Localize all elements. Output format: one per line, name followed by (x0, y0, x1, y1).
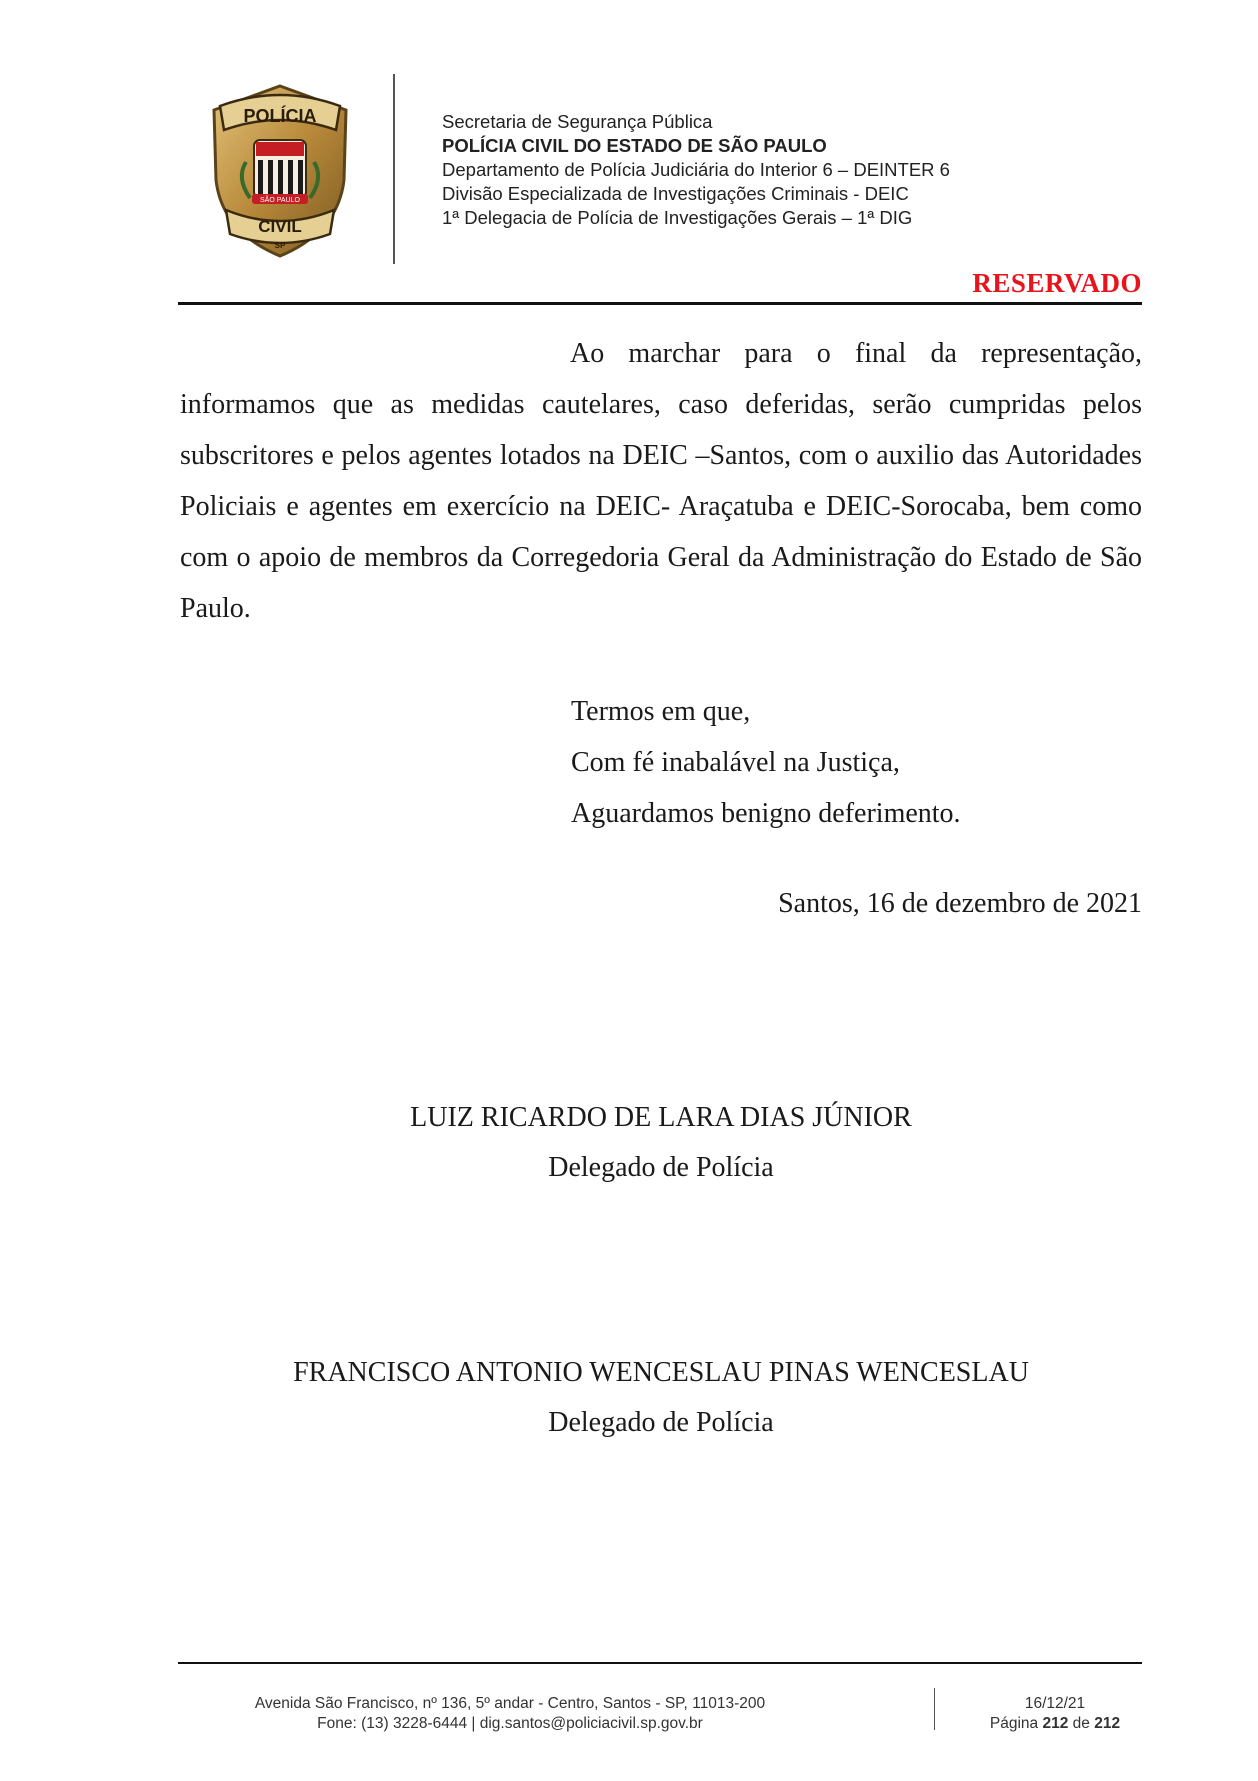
page-separator: de (1072, 1715, 1090, 1732)
badge-state-abbr: SP (274, 241, 286, 250)
closing-block (571, 686, 961, 839)
body-paragraph: Ao marchar para o final da representação, informamos que as medidas cautelares, caso deferidas, serão cumpridas pelos subscritores e pelos agentes lotados na DEIC –Santos, com o auxilio das Autoridades Policiais e agentes em exercício na DEIC- Araçatuba e DEIC-Sorocaba, bem como com o apoio de membros da Corregedoria Geral da Administração do Estado de São Paulo. (180, 338, 1142, 624)
header-line-divisao: Divisão Especializada de Investigações Criminais - DEIC (442, 183, 909, 204)
header-divider (393, 74, 395, 264)
closing-line-3: Aguardamos benigno deferimento. (571, 798, 961, 829)
badge-top-text: POLÍCIA (243, 106, 317, 126)
closing-line-1: Termos em que, (571, 696, 751, 727)
badge-bottom-text: CIVIL (258, 217, 302, 236)
footer-divider (934, 1688, 935, 1730)
signature-block-2 (180, 1348, 1142, 1448)
footer-address: Avenida São Francisco, nº 136, 5º andar - Centro, Santos - SP, 11013-200 (254, 1695, 766, 1712)
signatory-title: Delegado de Polícia (548, 1152, 774, 1183)
badge-ribbon-text: SÃO PAULO (260, 197, 300, 204)
footer-page-block (970, 1694, 1140, 1734)
signatory-title: Delegado de Polícia (548, 1407, 774, 1438)
header-rule (178, 302, 1142, 305)
page-current: 212 (1042, 1715, 1069, 1732)
page-total: 212 (1094, 1715, 1121, 1732)
document-date: Santos, 16 de dezembro de 2021 (778, 888, 1142, 919)
header-line-departamento: Departamento de Polícia Judiciária do Interior 6 – DEINTER 6 (442, 159, 950, 180)
header-institution (442, 110, 950, 230)
signatory-name: LUIZ RICARDO DE LARA DIAS JÚNIOR (410, 1102, 912, 1133)
footer-date: 16/12/21 (1024, 1695, 1086, 1712)
page-prefix: Página (989, 1715, 1039, 1732)
footer-address-block (180, 1694, 840, 1734)
signature-block-1 (180, 1093, 1142, 1193)
closing-line-2: Com fé inabalável na Justiça, (571, 747, 900, 778)
signatory-name: FRANCISCO ANTONIO WENCESLAU PINAS WENCESLAU (293, 1357, 1029, 1388)
policia-civil-badge-icon (206, 82, 354, 260)
header-line-policia-civil: POLÍCIA CIVIL DO ESTADO DE SÃO PAULO (442, 135, 827, 156)
header-line-secretaria: Secretaria de Segurança Pública (442, 111, 713, 132)
footer-contact: Fone: (13) 3228-6444 | dig.santos@policiacivil.sp.gov.br (317, 1715, 703, 1732)
footer-rule (178, 1662, 1142, 1664)
header-line-delegacia: 1ª Delegacia de Polícia de Investigações Gerais – 1ª DIG (442, 207, 913, 228)
page-indicator (970, 1714, 1140, 1734)
classification-label: RESERVADO (972, 268, 1142, 298)
